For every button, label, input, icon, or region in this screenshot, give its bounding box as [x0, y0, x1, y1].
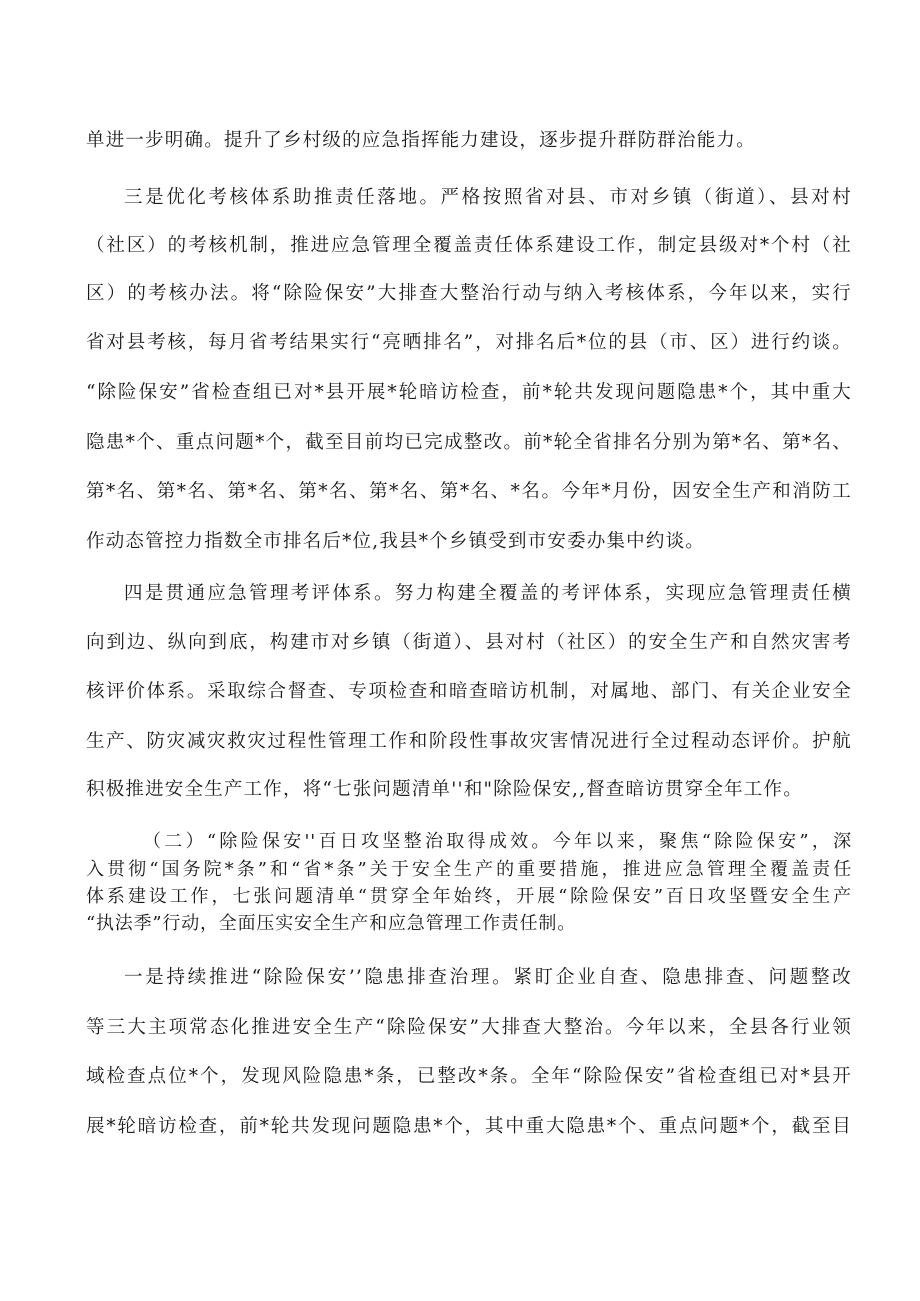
text-line: 三是优化考核体系助推责任落地。严格按照省对县、市对乡镇（街道）、县对村	[124, 187, 852, 208]
text-line: （社区）的考核机制，推进应急管理全覆盖责任体系建设工作，制定县级对*个村（社	[86, 235, 852, 256]
text-line: 等三大主项常态化推进安全生产“除险保安”大排查大整治。今年以来，全县各行业领	[86, 1017, 852, 1038]
text-line: 入贯彻“国务院*条”和“省*条”关于安全生产的重要措施，推进应急管理全覆盖责任	[86, 859, 852, 880]
text-line: （二）“除险保安''百日攻坚整治取得成效。今年以来，聚焦“除险保安”，深	[143, 831, 852, 852]
text-line: 核评价体系。采取综合督查、专项检查和暗查暗访机制，对属地、部门、有关企业安全	[86, 681, 852, 702]
text-line: “除险保安”省检查组已对*县开展*轮暗访检查，前*轮共发现问题隐患*个，其中重大	[86, 382, 852, 403]
text-line: 域检查点位*个，发现风险隐患*条，已整改*条。全年“除险保安”省检查组已对*县开	[86, 1066, 852, 1087]
text-line: “执法季”行动，全面压实安全生产和应急管理工作责任制。	[86, 913, 577, 934]
text-line: 单进一步明确。提升了乡村级的应急指挥能力建设，逐步提升群防群治能力。	[86, 130, 756, 151]
text-line: 第*名、第*名、第*名、第*名、第*名、第*名、*名。今年*月份，因安全生产和消防工	[86, 481, 852, 502]
text-line: 作动态管控力指数全市排名后*位,我县*个乡镇受到市安委办集中约谈。	[86, 531, 705, 552]
text-line: 体系建设工作，七张问题清单“贯穿全年始终，开展“除险保安”百日攻坚暨安全生产	[86, 886, 852, 907]
text-line: 向到边、纵向到底，构建市对乡镇（街道）、县对村（社区）的安全生产和自然灾害考	[86, 632, 852, 653]
text-line: 隐患*个、重点问题*个，截至目前均已完成整改。前*轮全省排名分别为第*名、第*名、	[86, 432, 852, 453]
text-line: 积极推进安全生产工作，将“七张问题清单''和"除险保安,,督查暗访贯穿全年工作。	[86, 779, 803, 800]
text-line: 区）的考核办法。将“除险保安”大排查大整治行动与纳入考核体系，今年以来，实行	[86, 283, 852, 304]
text-line: 四是贯通应急管理考评体系。努力构建全覆盖的考评体系，实现应急管理责任横	[124, 583, 852, 604]
text-line: 省对县考核，每月省考结果实行“亮晒排名”，对排名后*位的县（市、区）进行约谈。	[86, 332, 852, 353]
text-line: 一是持续推进“除险保安’’隐患排查治理。紧盯企业自查、隐患排查、问题整改	[124, 967, 852, 988]
text-line: 展*轮暗访检查，前*轮共发现问题隐患*个，其中重大隐患*个、重点问题*个，截至目	[86, 1116, 852, 1137]
text-line: 生产、防灾减灾救灾过程性管理工作和阶段性事故灾害情况进行全过程动态评价。护航	[86, 731, 852, 752]
